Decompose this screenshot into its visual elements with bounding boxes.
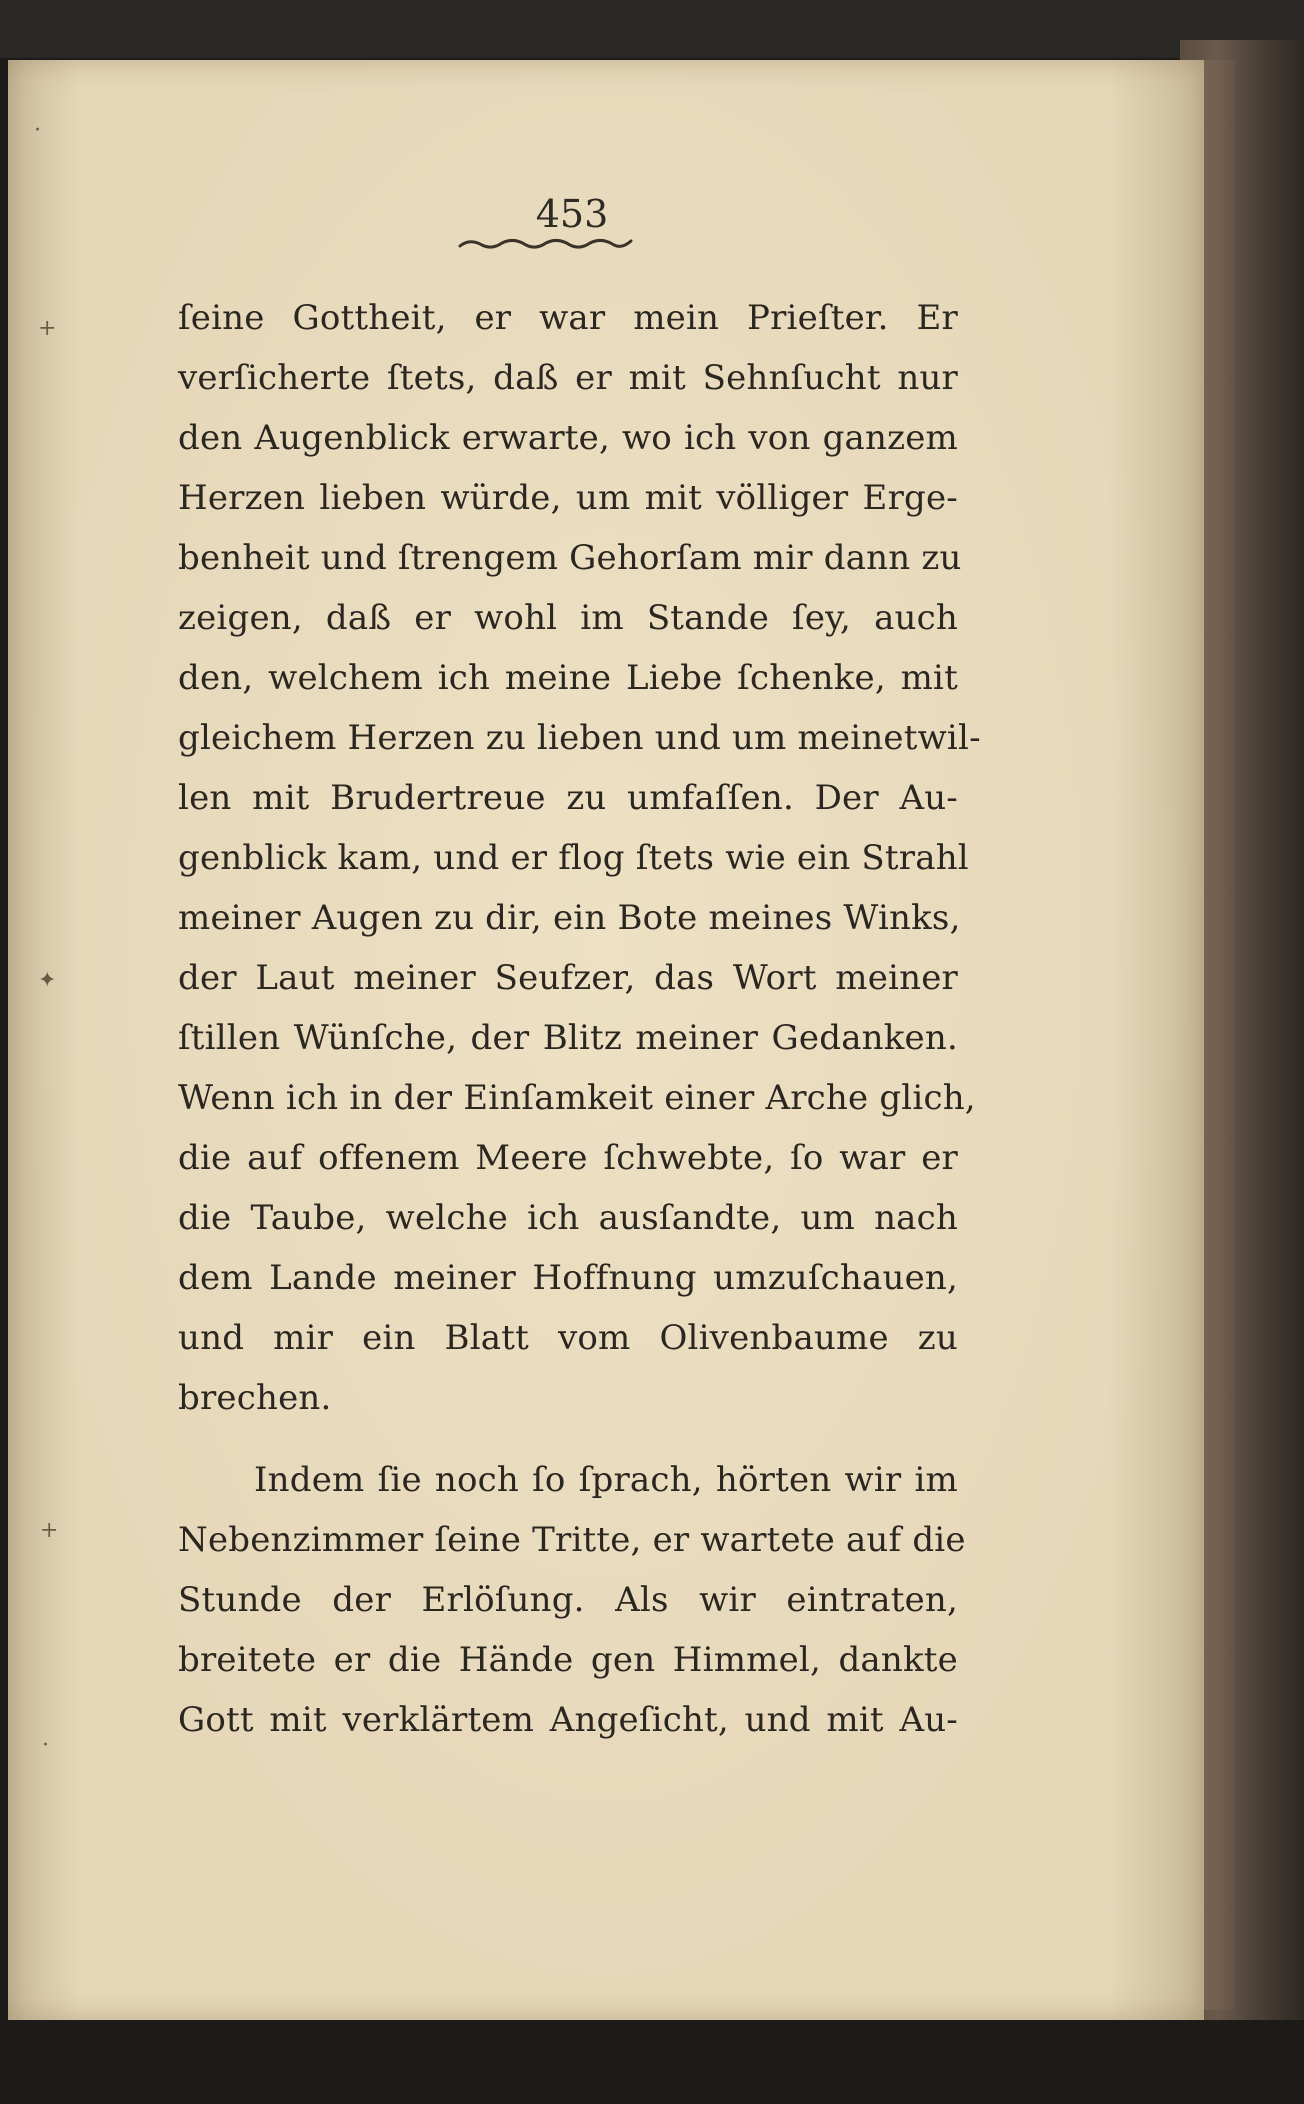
margin-tick-mark: · xyxy=(34,118,41,143)
margin-tick-mark: · xyxy=(42,1733,49,1758)
text-line: und mir ein Blatt vom Olivenbaume zu xyxy=(178,1318,958,1358)
text-line: gleichem Herzen zu lieben und um meinetwil- xyxy=(178,718,981,758)
text-line: Wenn ich in der Einſamkeit einer Arche glich, xyxy=(178,1078,976,1118)
text-line: breitete er die Hände gen Himmel, dankte xyxy=(178,1640,958,1680)
paragraph-1 xyxy=(178,288,981,1428)
text-line: len mit Brudertreue zu umfaſſen. Der Au- xyxy=(178,778,958,818)
text-line: ſeine Gottheit, er war mein Prieſter. Er xyxy=(178,298,958,338)
text-line: genblick kam, und er flog ſtets wie ein Strahl xyxy=(178,838,969,878)
margin-tick-mark: + xyxy=(40,1518,59,1543)
scan-bottom-edge xyxy=(0,2020,1304,2104)
text-line: die Taube, welche ich ausſandte, um nach xyxy=(178,1198,958,1238)
text-line: Nebenzimmer ſeine Tritte, er wartete auf die xyxy=(178,1520,966,1560)
ornament-divider xyxy=(458,236,633,252)
text-line: dem Lande meiner Hoffnung umzuſchauen, xyxy=(178,1258,958,1298)
text-line: meiner Augen zu dir, ein Bote meines Winks, xyxy=(178,898,961,938)
margin-tick-mark: ✦ xyxy=(38,968,57,993)
text-line: benheit und ſtrengem Gehorſam mir dann zu xyxy=(178,538,962,578)
body-text xyxy=(178,288,981,1750)
text-line: den Augenblick erwarte, wo ich von ganzem xyxy=(178,418,958,458)
text-line: Indem ſie noch ſo ſprach, hörten wir im xyxy=(254,1460,958,1500)
text-line: Gott mit verklärtem Angeſicht, und mit Au- xyxy=(178,1700,958,1740)
text-line: den, welchem ich meine Liebe ſchenke, mit xyxy=(178,658,958,698)
text-line: verſicherte ſtets, daß er mit Sehnſucht nur xyxy=(178,358,958,398)
paragraph-gap xyxy=(178,1428,958,1450)
margin-tick-mark: + xyxy=(38,316,57,341)
page-number: 453 xyxy=(535,192,609,236)
text-line: ſtillen Wünſche, der Blitz meiner Gedanken. xyxy=(178,1018,958,1058)
text-line: Stunde der Erlöſung. Als wir eintraten, xyxy=(178,1580,958,1620)
text-line: die auf offenem Meere ſchwebte, ſo war er xyxy=(178,1138,958,1178)
scan-background xyxy=(0,0,1304,58)
text-line: zeigen, daß er wohl im Stande ſey, auch xyxy=(178,598,958,638)
paragraph-2 xyxy=(178,1450,966,1750)
text-line: Herzen lieben würde, um mit völliger Erge- xyxy=(178,478,958,518)
text-line: der Laut meiner Seufzer, das Wort meiner xyxy=(178,958,958,998)
text-line: brechen. xyxy=(178,1378,332,1418)
